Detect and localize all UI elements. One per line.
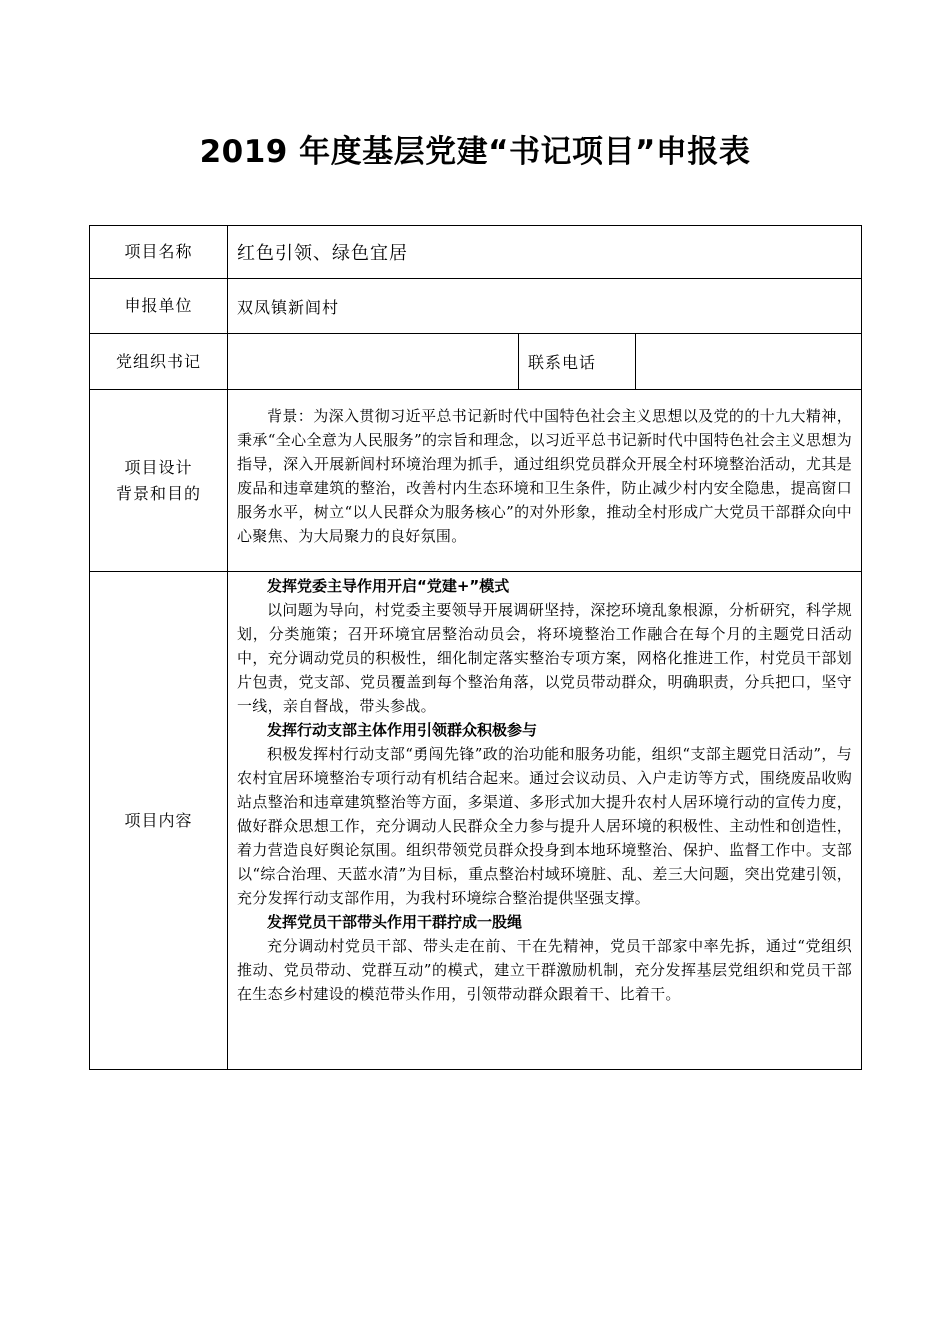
section-heading: 发挥党员干部带头作用干群拧成一股绳	[267, 913, 523, 931]
section-heading: 发挥党委主导作用开启“党建+”模式	[267, 577, 510, 595]
application-form-table	[89, 225, 862, 1070]
row-content	[90, 572, 862, 1070]
section-text: 充分调动村党员干部、带头走在前、干在先精神，党员干部家中率先拆，通过“党组织推动、党员带动、党群互动”的模式，建立干群激励机制，充分发挥基层党组织和党员干部在生态乡村建设的模范带头作用，引领带动群众跟着干、比着干。	[237, 937, 853, 1003]
row-background	[90, 390, 862, 572]
section-text: 以问题为导向，村党委主要领导开展调研坚持，深挖环境乱象根源，分析研究，科学规划，分类施策；召开环境宜居整治动员会，将环境整治工作融合在每个月的主题党日活动中，充分调动党员的积极性，细化制定落实整治专项方案，网格化推进工作，村党员干部划片包责，党支部、党员覆盖到每个整治角落，以党员带动群众，明确职责，分兵把口，坚守一线，亲自督战，带头参战。	[237, 601, 853, 715]
project-name-label: 项目名称	[90, 226, 228, 279]
background-label	[90, 390, 228, 572]
phone-label: 联系电话	[519, 334, 636, 390]
section-text: 积极发挥村行动支部“勇闯先锋”政的治功能和服务功能，组织“支部主题党日活动”，与农村宜居环境整治专项行动有机结合起来。通过会议动员、入户走访等方式，围绕废品收购站点整治和违章建筑整治等方面，多渠道、多形式加大提升农村人居环境行动的宣传力度，做好群众思想工作，充分调动人民群众全力参与提升人居环境的积极性、主动性和创造性，着力营造良好舆论氛围。组织带领党员群众投身到本地环境整治、保护、监督工作中。支部以“综合治理、天蓝水清”为目标，重点整治村域环境脏、乱、差三大问题，突出党建引领，充分发挥行动支部作用，为我村环境综合整治提供坚强支撑。	[237, 745, 853, 907]
document-title: 2019 年度基层党建“书记项目”申报表	[199, 134, 751, 170]
secretary-value	[228, 334, 519, 390]
applicant-unit-label: 申报单位	[90, 279, 228, 334]
phone-value	[636, 334, 862, 390]
background-cell	[228, 390, 862, 572]
background-label-line1: 项目设计	[124, 457, 193, 477]
background-label-line2: 背景和目的	[115, 483, 201, 503]
content-cell	[228, 572, 862, 1070]
applicant-unit-value: 双凤镇新闾村	[228, 279, 862, 334]
row-project-name	[90, 226, 862, 279]
content-label: 项目内容	[90, 572, 228, 1070]
row-secretary	[90, 334, 862, 390]
row-applicant-unit	[90, 279, 862, 334]
secretary-label: 党组织书记	[90, 334, 228, 390]
section-heading: 发挥行动支部主体作用引领群众积极参与	[267, 721, 538, 739]
project-name-value: 红色引领、绿色宜居	[228, 226, 862, 279]
background-text: 背景：为深入贯彻习近平总书记新时代中国特色社会主义思想以及党的的十九大精神，秉承“全心全意为人民服务”的宗旨和理念，以习近平总书记新时代中国特色社会主义思想为指导，深入开展新闾村环境治理为抓手，通过组织党员群众开展全村环境整治活动，尤其是废品和违章建筑的整治，改善村内生态环境和卫生条件，防止减少村内安全隐患，提高窗口服务水平，树立“以人民群众为服务核心”的对外形象，推动全村形成广大党员干部群众向中心聚焦、为大局聚力的良好氛围。	[237, 407, 853, 545]
